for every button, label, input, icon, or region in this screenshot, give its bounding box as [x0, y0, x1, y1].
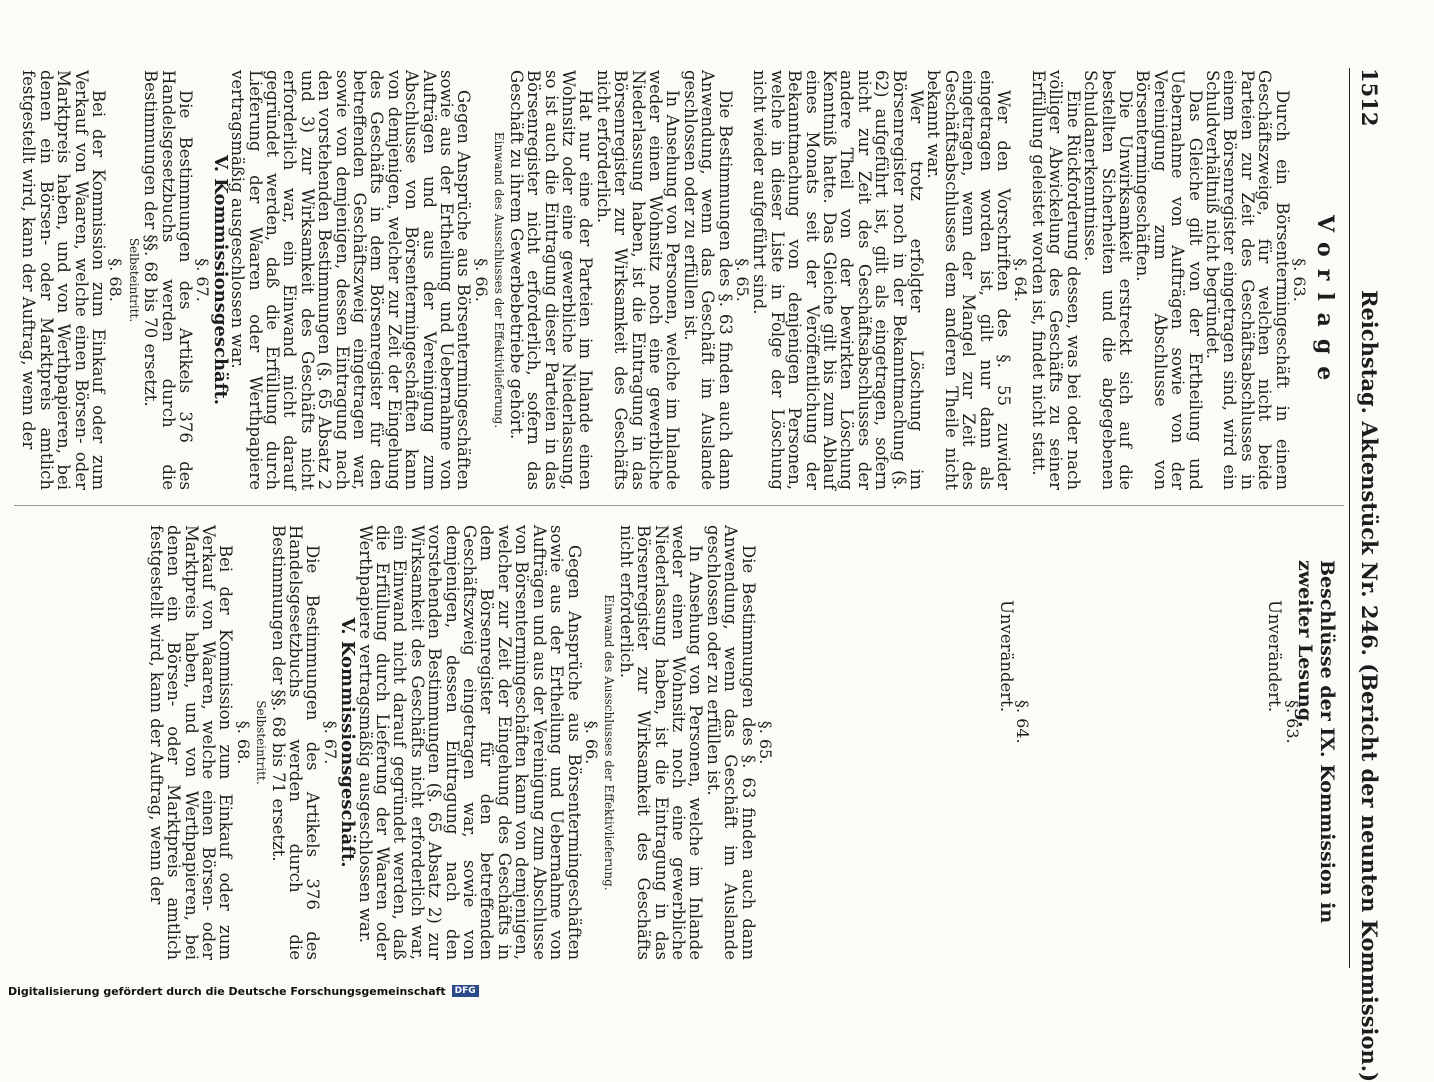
paragraph-text: In Ansehung von Personen, welche im Inlande weder einen Wohnsitz noch eine gewerbliche Niederlassung haben, ist die Eintragung in das Börsenregister zur Wirksamkeit des Geschäfts nicht erforderlich.	[616, 525, 706, 960]
right-unchanged-63: Unverändert.	[1265, 600, 1284, 713]
header-rule	[1349, 68, 1350, 968]
paragraph-text: Bei der Kommission zum Einkauf oder zum Verkauf von Waaren, welche einen Börsen- oder Marktpreis haben, und von Werthpapieren, bei denen ein Börsen- oder Marktpreis amtlich festgestellt wird, kann der Auftrag, wenn der	[146, 525, 236, 960]
left-column-vorlage	[20, 70, 1308, 490]
paragraph-text: Die Bestimmungen des §. 63 finden auch dann Anwendung, wenn das Geschäft im Auslande geschlossen oder zu erfüllen ist.	[703, 525, 758, 960]
paragraph-text: Gegen Ansprüche aus Börsentermingeschäften sowie aus der Ertheilung und Uebernahme von Aufträgen und aus der Vereinigung zum Abschlusse von Börsentermingeschäften kann von demjenigen, welcher zur Zeit der Eingehung des Geschäfts in dem Börsenregister für den betreffenden Geschäftszweig eingetragen war, sowie von demjenigen, dessen Eintragung nach den vorstehenden Bestimmungen (§. 65 Absatz 2) zur Wirksamkeit des Geschäfts nicht erforderlich war, ein Einwand nicht darauf gegründet werden, daß die Erfüllung durch Lieferung der Waaren oder Werthpapiere vertragsmäßig ausgeschlossen war.	[355, 525, 584, 960]
paragraph-text: Gegen Ansprüche aus Börsentermingeschäften sowie aus der Ertheilung und Uebernahme von Aufträgen und aus der Vereinigung zum Abschlusse von Börsentermingeschäften kann von demjenigen, welcher zur Zeit der Eingehung des Geschäfts in dem Börsenregister für den betreffenden Geschäftszweig eingetragen war, sowie von demjenigen, dessen Eintragung nach den vorstehenden Bestimmungen (§. 65 Absatz 2 und 3) zur Wirksamkeit des Geschäfts nicht erforderlich war, ein Einwand nicht darauf gegründet werden, daß die Erfüllung durch Lieferung der Waaren oder Werthpapiere vertragsmäßig ausgeschlossen war.	[228, 70, 474, 490]
paragraph-text: Hat nur eine der Parteien im Inlande einen Wohnsitz oder eine gewerbliche Niederlassung, so ist auch die Eintragung dieser Parteien in das Börsenregister nicht erforderlich, sofern das Geschäft zu ihrem Gewerbebetriebe gehört.	[506, 70, 596, 490]
right-column-heading: Beschlüsse der IX. Kommission in zweiter Lesung.	[1294, 560, 1338, 924]
right-paragraph-63: §. 63.	[1283, 700, 1302, 744]
paragraph-number: §. 66.	[471, 258, 491, 302]
paragraph-text: Wer trotz erfolgter Löschung im Börsenregister noch in der Bekanntmachung (§. 62) aufgeführt ist, gilt als eingetragen, sofern nicht zur Zeit des Geschäftsabschlusses der andere Theil von der bewirkten Löschung Kenntniß hatte. Das Gleiche gilt bis zum Ablauf eines Monats seit der Veröffentlichung der Bekanntmachung von denjenigen Personen, welche in dieser Liste in Folge der Löschung nicht wieder aufgeführt sind.	[750, 70, 927, 490]
page-header-title: Reichstag. Aktenstück Nr. 246. (Bericht der neunten Kommission.)	[1357, 290, 1382, 1082]
section-heading: V. Kommissionsgeschäft.	[337, 617, 359, 868]
paragraph-number: §. 67.	[193, 258, 213, 302]
paragraph-text: Wer den Vorschriften des §. 55 zuwider eingetragen worden ist, gilt nur dann als eingetragen, wenn der Mangel zur Zeit des Geschäftsabschlusses dem anderen Theile nicht bekannt war.	[924, 70, 1014, 490]
column-divider	[14, 505, 1344, 506]
paragraph-number: §. 63.	[1290, 258, 1309, 302]
paragraph-text: Die Bestimmungen des Artikels 376 des Handelsgesetzbuchs werden durch die Bestimmungen der §§. 68 bis 71 ersetzt.	[268, 525, 323, 960]
paragraph-number: §. 68.	[233, 720, 253, 765]
paragraph-number: §. 65.	[733, 258, 752, 302]
paragraph-text: Die Bestimmungen des §. 63 finden auch dann Anwendung, wenn das Geschäft im Auslande geschlossen oder zu erfüllen ist.	[680, 70, 735, 490]
paragraph-number: §. 64.	[1011, 258, 1031, 302]
paragraph-number: §. 66.	[581, 720, 601, 765]
paragraph-text: Durch ein Börsentermingeschäft in einem Geschäftszweige, für welchen nicht beide Parteien zur Zeit des Geschäftsabschlusses in einem Börsenregister eingetragen sind, wird ein Schuldverhältniß nicht begründet.	[1202, 70, 1292, 490]
page-number: 1512	[1357, 68, 1382, 127]
paragraph-text: Die Bestimmungen des Artikels 376 des Handelsgesetzbuchs werden durch die Bestimmungen der §§. 68 bis 70 ersetzt.	[141, 70, 195, 490]
right-unchanged-64: Unverändert.	[997, 600, 1016, 713]
paragraph-number: §. 65.	[756, 720, 775, 765]
paragraph-number: §. 68.	[106, 258, 126, 302]
paragraph-text: Das Gleiche gilt von der Ertheilung und Uebernahme von Aufträgen sowie von der Vereinigung zum Abschlusse von Börsentermingeschäften.	[1133, 70, 1205, 490]
section-heading: V. Kommissionsgeschäft.	[209, 154, 231, 406]
side-caption: Selbsteintritt.	[254, 700, 269, 785]
right-column-beschluesse	[147, 525, 774, 960]
side-caption: Einwand des Ausschlusses der Effektivlieferung.	[602, 594, 617, 891]
footer-credit: Digitalisierung gefördert durch die Deutsche Forschungsgemeinschaft	[8, 984, 446, 998]
paragraph-number: §. 67.	[320, 720, 340, 765]
right-paragraph-64: §. 64.	[1013, 700, 1032, 744]
side-caption: Einwand des Ausschlusses der Effektivlieferung.	[492, 131, 507, 429]
digitization-footer	[0, 982, 1434, 1000]
paragraph-text: Bei der Kommission zum Einkauf oder zum Verkauf von Waaren, welche einen Börsen- oder Marktpreis haben, und von Werthpapieren, bei denen ein Börsen- oder Marktpreis amtlich festgestellt wird, kann der Auftrag, wenn der	[19, 70, 108, 490]
paragraph-text: Eine Rückforderung dessen, was bei oder nach völliger Abwickelung des Geschäfts zu seiner Erfüllung geleistet worden ist, findet nicht statt.	[1028, 70, 1083, 490]
side-caption: Selbsteintritt.	[126, 237, 141, 323]
dfg-logo-icon: DFG	[452, 985, 479, 997]
paragraph-text: In Ansehung von Personen, welche im Inlande weder einen Wohnsitz noch eine gewerbliche Niederlassung haben, ist die Eintragung in das Börsenregister zur Wirksamkeit des Geschäfts nicht erforderlich.	[593, 70, 683, 490]
left-column-heading: Vorlage	[1312, 215, 1338, 393]
paragraph-text: Die Unwirksamkeit erstreckt sich auf die bestellten Sicherheiten und die abgegebenen Schuldanerkenntnisse.	[1081, 70, 1135, 490]
